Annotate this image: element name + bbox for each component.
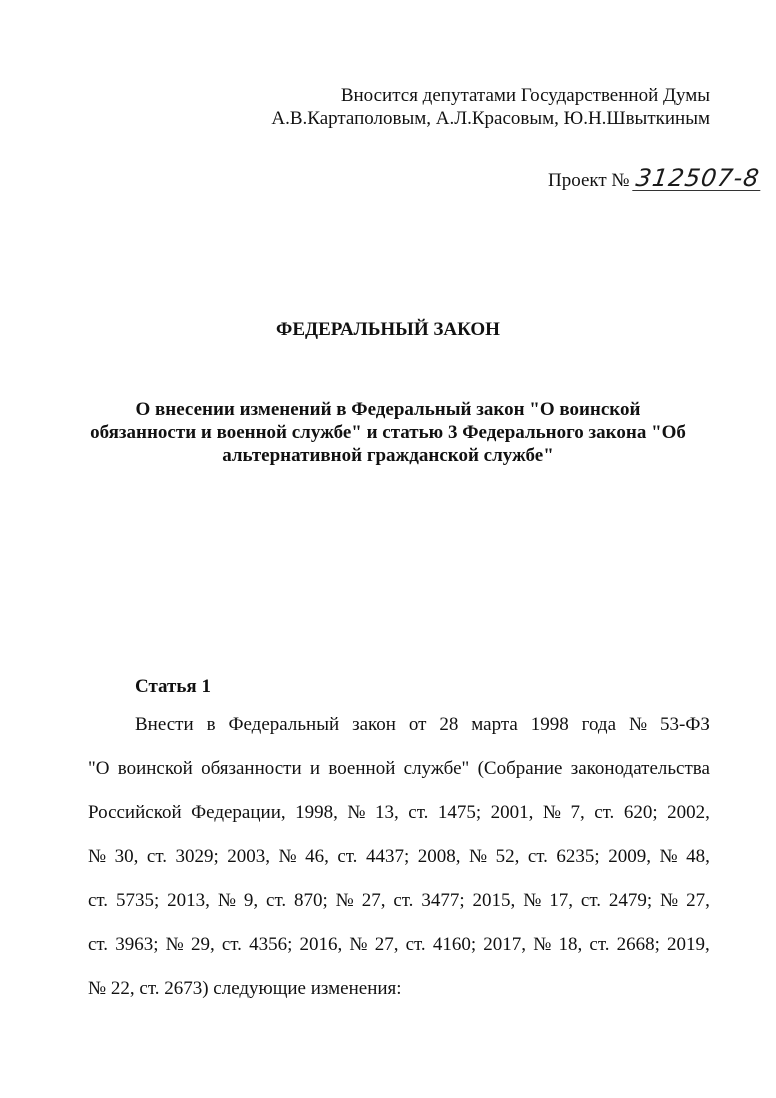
article-word: ст.	[589, 934, 610, 955]
article-word: 2015,	[472, 890, 516, 911]
article-word: ст.	[221, 934, 242, 955]
article-line-5	[88, 889, 710, 933]
article-word: №	[533, 934, 552, 955]
article-word: 7,	[570, 802, 585, 823]
article-word: ст.	[337, 846, 358, 867]
article-word: 2002,	[667, 802, 710, 823]
article-word: 2017,	[483, 934, 527, 955]
article-word: №	[88, 846, 107, 867]
law-title-line-1: О внесении изменений в Федеральный закон "О воинской	[135, 399, 641, 420]
article-word: №	[335, 890, 354, 911]
article-word: ст.	[146, 846, 167, 867]
article-word: 27,	[361, 890, 386, 911]
article-word: 3477;	[421, 890, 465, 911]
law-title	[70, 398, 706, 467]
project-label: Проект №	[548, 170, 630, 191]
article-word: №	[347, 802, 366, 823]
article-word: ст.	[88, 890, 109, 911]
article-word: 2016,	[299, 934, 343, 955]
article-word: 27,	[374, 934, 399, 955]
article-word: 620;	[623, 802, 658, 823]
article-word: в	[206, 714, 216, 735]
project-number-line	[548, 166, 762, 196]
article-word: №	[660, 890, 679, 911]
article-word: ст.	[408, 802, 429, 823]
article-word: №	[523, 890, 542, 911]
article-word: №	[88, 978, 111, 999]
article-line-7	[88, 977, 710, 1021]
article-word: марта	[471, 714, 518, 735]
article-word: 30,	[114, 846, 139, 867]
article-word: 870;	[293, 890, 328, 911]
article-word: 2009,	[608, 846, 651, 867]
article-word: 53-ФЗ	[660, 714, 710, 735]
article-word: 13,	[375, 802, 399, 823]
submitted-by-line-2: А.В.Картаполовым, А.Л.Красовым, Ю.Н.Швыткиным	[271, 108, 710, 129]
article-line-2	[88, 757, 710, 801]
article-word: 17,	[549, 890, 573, 911]
article-line-4	[88, 845, 710, 889]
article-word: 4437;	[365, 846, 410, 867]
article-word: №	[349, 934, 368, 955]
article-word: военной	[328, 758, 396, 779]
article-word: 2001,	[490, 802, 534, 823]
law-type-heading: ФЕДЕРАЛЬНЫЙ ЗАКОН	[276, 319, 500, 340]
project-number-handwritten: 312507-8	[634, 164, 762, 192]
article-word: ст.	[527, 846, 548, 867]
article-word: закон	[352, 714, 396, 735]
article-word: 52,	[495, 846, 520, 867]
article-line-3	[88, 801, 710, 845]
article-word: 28	[439, 714, 459, 735]
article-word: обязанности	[201, 758, 302, 779]
article-word: 2003,	[227, 846, 270, 867]
article-word: 4356;	[249, 934, 293, 955]
article-word: 2668;	[616, 934, 660, 955]
article-word: года	[581, 714, 617, 735]
article-word: 1998,	[295, 802, 338, 823]
article-word: 27,	[686, 890, 710, 911]
article-word: 9,	[243, 890, 259, 911]
article-line-1	[88, 713, 710, 757]
article-word: изменения:	[310, 978, 402, 999]
article-word: следующие	[213, 978, 311, 999]
article-word: ст.	[393, 890, 414, 911]
article-word: №	[165, 934, 184, 955]
article-word: ст.	[594, 802, 615, 823]
article-word: Российской	[88, 802, 182, 823]
article-word: 2673)	[164, 978, 214, 999]
article-word: 2013,	[167, 890, 210, 911]
article-word: Внести	[135, 714, 194, 735]
article-word: 1475;	[437, 802, 482, 823]
article-word: 2008,	[417, 846, 461, 867]
article-body	[88, 713, 710, 1021]
article-word: 2479;	[608, 890, 653, 911]
article-word: №	[217, 890, 236, 911]
article-word: 2019,	[667, 934, 710, 955]
submitted-by-line-1: Вносится депутатами Государственной Думы	[340, 85, 710, 106]
article-word: 22,	[110, 978, 140, 999]
article-word: 46,	[305, 846, 329, 867]
article-word: ст.	[266, 890, 287, 911]
article-heading: Статья 1	[135, 676, 211, 697]
article-word: службе"	[403, 758, 470, 779]
article-word: от	[408, 714, 427, 735]
article-word: 3963;	[115, 934, 159, 955]
article-word: ст.	[88, 934, 109, 955]
article-word: Федеральный	[228, 714, 340, 735]
article-word: №	[278, 846, 297, 867]
article-word: 1998	[530, 714, 569, 735]
article-word: ст.	[139, 978, 165, 999]
article-word: №	[659, 846, 678, 867]
article-word: (Собрание	[477, 758, 563, 779]
article-word: законодательства	[570, 758, 710, 779]
article-word: Федерации,	[191, 802, 286, 823]
article-word: 3029;	[175, 846, 219, 867]
article-word: №	[542, 802, 561, 823]
article-word: ст.	[405, 934, 426, 955]
article-word: воинской	[117, 758, 193, 779]
article-word: "О	[88, 758, 110, 779]
article-word: ст.	[580, 890, 601, 911]
article-word: 6235;	[556, 846, 600, 867]
article-line-6	[88, 933, 710, 977]
article-word: 18,	[558, 934, 583, 955]
article-word: 5735;	[115, 890, 160, 911]
article-word: 4160;	[432, 934, 477, 955]
article-word: №	[468, 846, 488, 867]
article-word: 48,	[686, 846, 710, 867]
article-word: №	[628, 714, 648, 735]
article-word: 29,	[190, 934, 215, 955]
submitted-by-block	[271, 84, 710, 130]
law-title-line-2: обязанности и военной службе" и статью 3 Федерального закона "Об	[90, 422, 686, 443]
law-title-line-3: альтернативной гражданской службе"	[222, 445, 554, 466]
article-word: и	[309, 758, 321, 779]
